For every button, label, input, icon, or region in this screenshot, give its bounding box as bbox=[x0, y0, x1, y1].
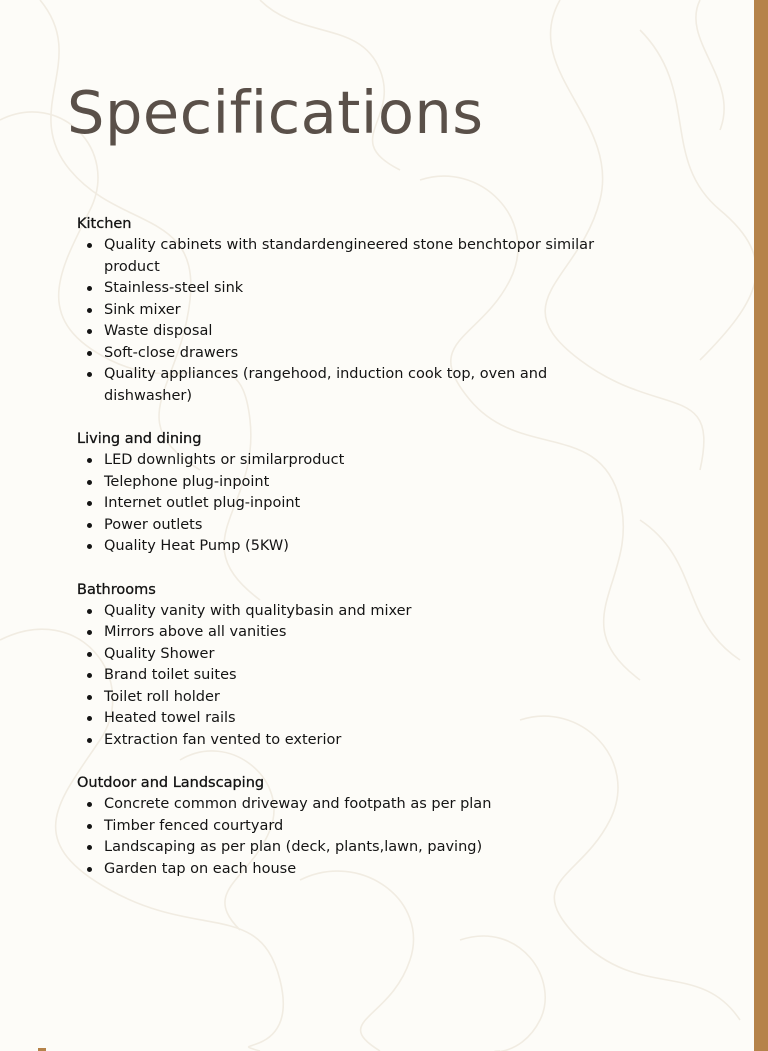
list-item bbox=[77, 321, 597, 343]
section-item-list bbox=[77, 235, 597, 407]
bullet-icon bbox=[87, 738, 92, 743]
spec-section bbox=[77, 429, 597, 558]
list-item-text: Quality vanity with qualitybasin and mixer bbox=[104, 602, 412, 619]
bullet-icon bbox=[87, 308, 92, 313]
list-item bbox=[77, 794, 597, 816]
list-item-text: Sink mixer bbox=[104, 301, 181, 318]
list-item bbox=[77, 816, 597, 838]
bullet-icon bbox=[87, 716, 92, 721]
list-item bbox=[77, 730, 597, 752]
list-item-text: Quality cabinets with standardengineered stone benchtopor similar product bbox=[104, 237, 595, 275]
bullet-icon bbox=[87, 501, 92, 506]
section-item-list bbox=[77, 450, 597, 558]
bullet-icon bbox=[87, 652, 92, 657]
list-item bbox=[77, 708, 597, 730]
list-item-text: Internet outlet plug-inpoint bbox=[104, 495, 301, 511]
list-item-text: Quality appliances (rangehood, induction cook top, oven and dishwasher) bbox=[104, 366, 548, 404]
list-item-text: Concrete common driveway and footpath as per plan bbox=[104, 796, 492, 812]
list-item-text: Mirrors above all vanities bbox=[104, 624, 287, 640]
page-title: Specifications bbox=[67, 78, 484, 147]
bullet-icon bbox=[87, 329, 92, 334]
list-item bbox=[77, 343, 597, 365]
list-item bbox=[77, 687, 597, 709]
bullet-icon bbox=[87, 630, 92, 635]
bullet-icon bbox=[87, 523, 92, 528]
list-item bbox=[77, 622, 597, 644]
list-item-text: Stainless-steel sink bbox=[104, 280, 244, 296]
bullet-icon bbox=[87, 286, 92, 291]
list-item bbox=[77, 859, 597, 881]
bullet-icon bbox=[87, 351, 92, 356]
bullet-icon bbox=[87, 372, 92, 377]
list-item bbox=[77, 601, 597, 623]
bullet-icon bbox=[87, 480, 92, 485]
bullet-icon bbox=[87, 695, 92, 700]
list-item-text: Garden tap on each house bbox=[104, 860, 297, 877]
list-item bbox=[77, 300, 597, 322]
list-item-text: Timber fenced courtyard bbox=[104, 817, 284, 834]
list-item-text: Brand toilet suites bbox=[104, 667, 237, 683]
list-item bbox=[77, 450, 597, 472]
list-item bbox=[77, 536, 597, 558]
list-item-text: LED downlights or similarproduct bbox=[104, 452, 345, 468]
accent-side-bar bbox=[754, 0, 768, 1051]
list-item-text: Waste disposal bbox=[104, 323, 213, 339]
section-heading: Outdoor and Landscaping bbox=[77, 775, 265, 791]
bullet-icon bbox=[87, 544, 92, 549]
spec-section bbox=[77, 580, 597, 752]
section-item-list bbox=[77, 601, 597, 752]
section-heading: Kitchen bbox=[77, 216, 132, 232]
list-item bbox=[77, 837, 597, 859]
list-item-text: Extraction fan vented to exterior bbox=[104, 731, 342, 748]
section-heading: Bathrooms bbox=[77, 581, 156, 598]
list-item bbox=[77, 644, 597, 666]
section-heading: Living and dining bbox=[77, 431, 202, 447]
list-item bbox=[77, 364, 597, 407]
list-item-text: Quality Shower bbox=[104, 645, 215, 662]
list-item bbox=[77, 515, 597, 537]
list-item-text: Toilet roll holder bbox=[104, 688, 220, 705]
bullet-icon bbox=[87, 845, 92, 850]
bullet-icon bbox=[87, 824, 92, 829]
list-item bbox=[77, 493, 597, 515]
spec-section bbox=[77, 214, 597, 407]
bullet-icon bbox=[87, 243, 92, 248]
list-item bbox=[77, 472, 597, 494]
list-item-text: Telephone plug-inpoint bbox=[104, 473, 270, 490]
list-item bbox=[77, 235, 597, 278]
list-item-text: Power outlets bbox=[104, 516, 203, 533]
list-item bbox=[77, 278, 597, 300]
list-item-text: Soft-close drawers bbox=[104, 344, 239, 361]
list-item-text: Heated towel rails bbox=[104, 710, 236, 726]
bullet-icon bbox=[87, 609, 92, 614]
bullet-icon bbox=[87, 673, 92, 678]
bullet-icon bbox=[87, 802, 92, 807]
specifications-list bbox=[77, 214, 597, 902]
bullet-icon bbox=[87, 867, 92, 872]
section-item-list bbox=[77, 794, 597, 880]
list-item-text: Quality Heat Pump (5KW) bbox=[104, 538, 289, 554]
list-item-text: Landscaping as per plan (deck, plants,lawn, paving) bbox=[104, 839, 483, 855]
bullet-icon bbox=[87, 458, 92, 463]
spec-section bbox=[77, 773, 597, 880]
list-item bbox=[77, 665, 597, 687]
